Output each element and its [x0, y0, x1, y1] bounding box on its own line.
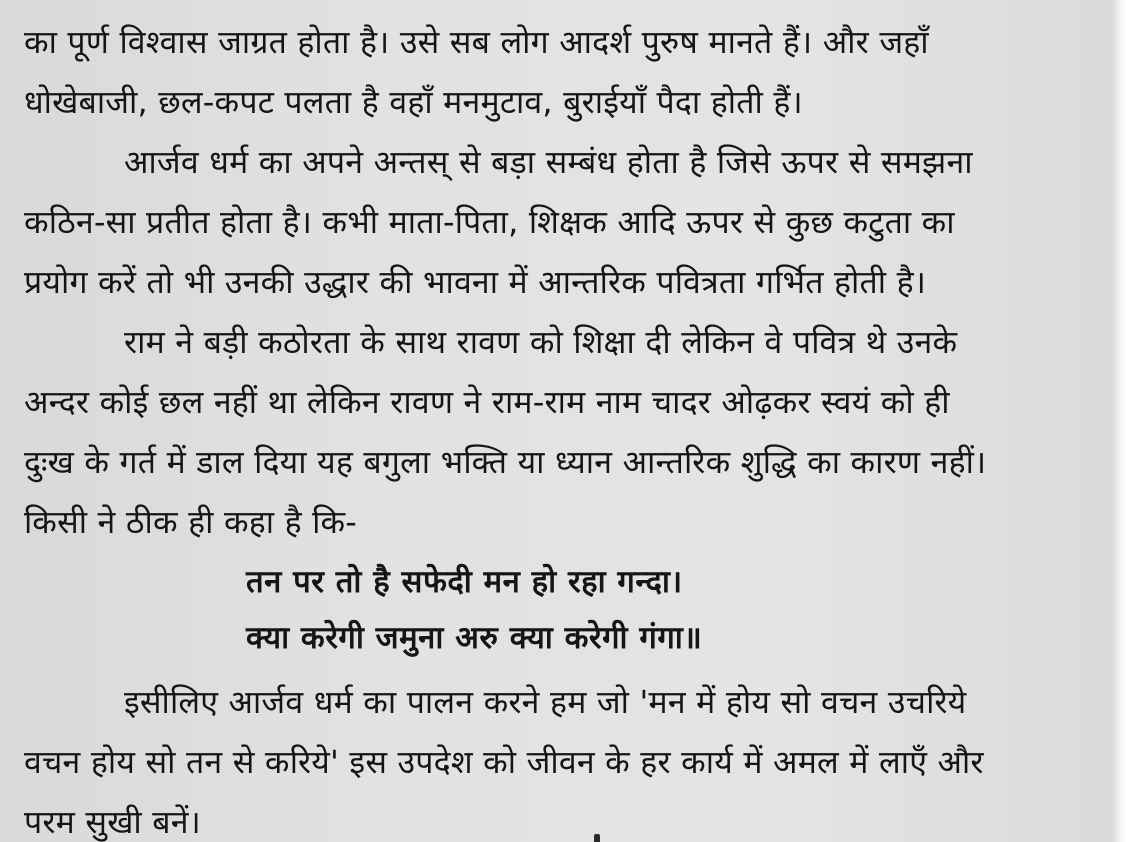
text-line: प्रयोग करें तो भी उनकी उद्धार की भावना में आन्तरिक पवित्रता गर्भित होती है। [24, 263, 927, 301]
text-line: धोखेबाजी, छल-कपट पलता है वहाँ मनमुटाव, बुराईयाँ पैदा होती हैं। [24, 83, 803, 121]
text-line: वचन होय सो तन से करिये' इस उपदेश को जीवन के हर कार्य में अमल में लाएँ और [24, 743, 984, 781]
paragraph-2 [24, 132, 1104, 312]
text-line: आर्जव धर्म का अपने अन्तस् से बड़ा सम्बंध होता है जिसे ऊपर से समझना [124, 143, 973, 181]
paragraph-4 [24, 672, 1104, 842]
text-line: राम ने बड़ी कठोरता के साथ रावण को शिक्षा दी लेकिन वे पवित्र थे उनके [124, 323, 958, 361]
text-line: परम सुखी बनें। [24, 803, 202, 841]
text-line: का पूर्ण विश्वास जाग्रत होता है। उसे सब लोग आदर्श पुरुष मानते हैं। और जहाँ [24, 23, 929, 61]
text-line: दुःख के गर्त में डाल दिया यह बगुला भक्ति या ध्यान आन्तरिक शुद्धि का कारण नहीं। [24, 443, 987, 481]
paragraph-1 [24, 12, 1104, 132]
document-text [24, 12, 1104, 842]
text-line: अन्दर कोई छल नहीं था लेकिन रावण ने राम-राम नाम चादर ओढ़कर स्वयं को ही [24, 383, 950, 421]
verse-line: तन पर तो है सफेदी मन हो रहा गन्दा। [246, 564, 683, 600]
paragraph-3 [24, 312, 1104, 552]
verse-line: क्या करेगी जमुना अरु क्या करेगी गंगा॥ [246, 620, 703, 656]
text-line: कठिन-सा प्रतीत होता है। कभी माता-पिता, शिक्षक आदि ऊपर से कुछ कटुता का [24, 203, 955, 241]
text-line: इसीलिए आर्जव धर्म का पालन करने हम जो 'मन में होय सो वचन उचरिये [124, 683, 967, 721]
verse-couplet [24, 554, 1104, 666]
cut-off-glyph [594, 834, 600, 842]
text-line: किसी ने ठीक ही कहा है कि- [24, 503, 357, 541]
page-edge-highlight [1112, 0, 1126, 842]
